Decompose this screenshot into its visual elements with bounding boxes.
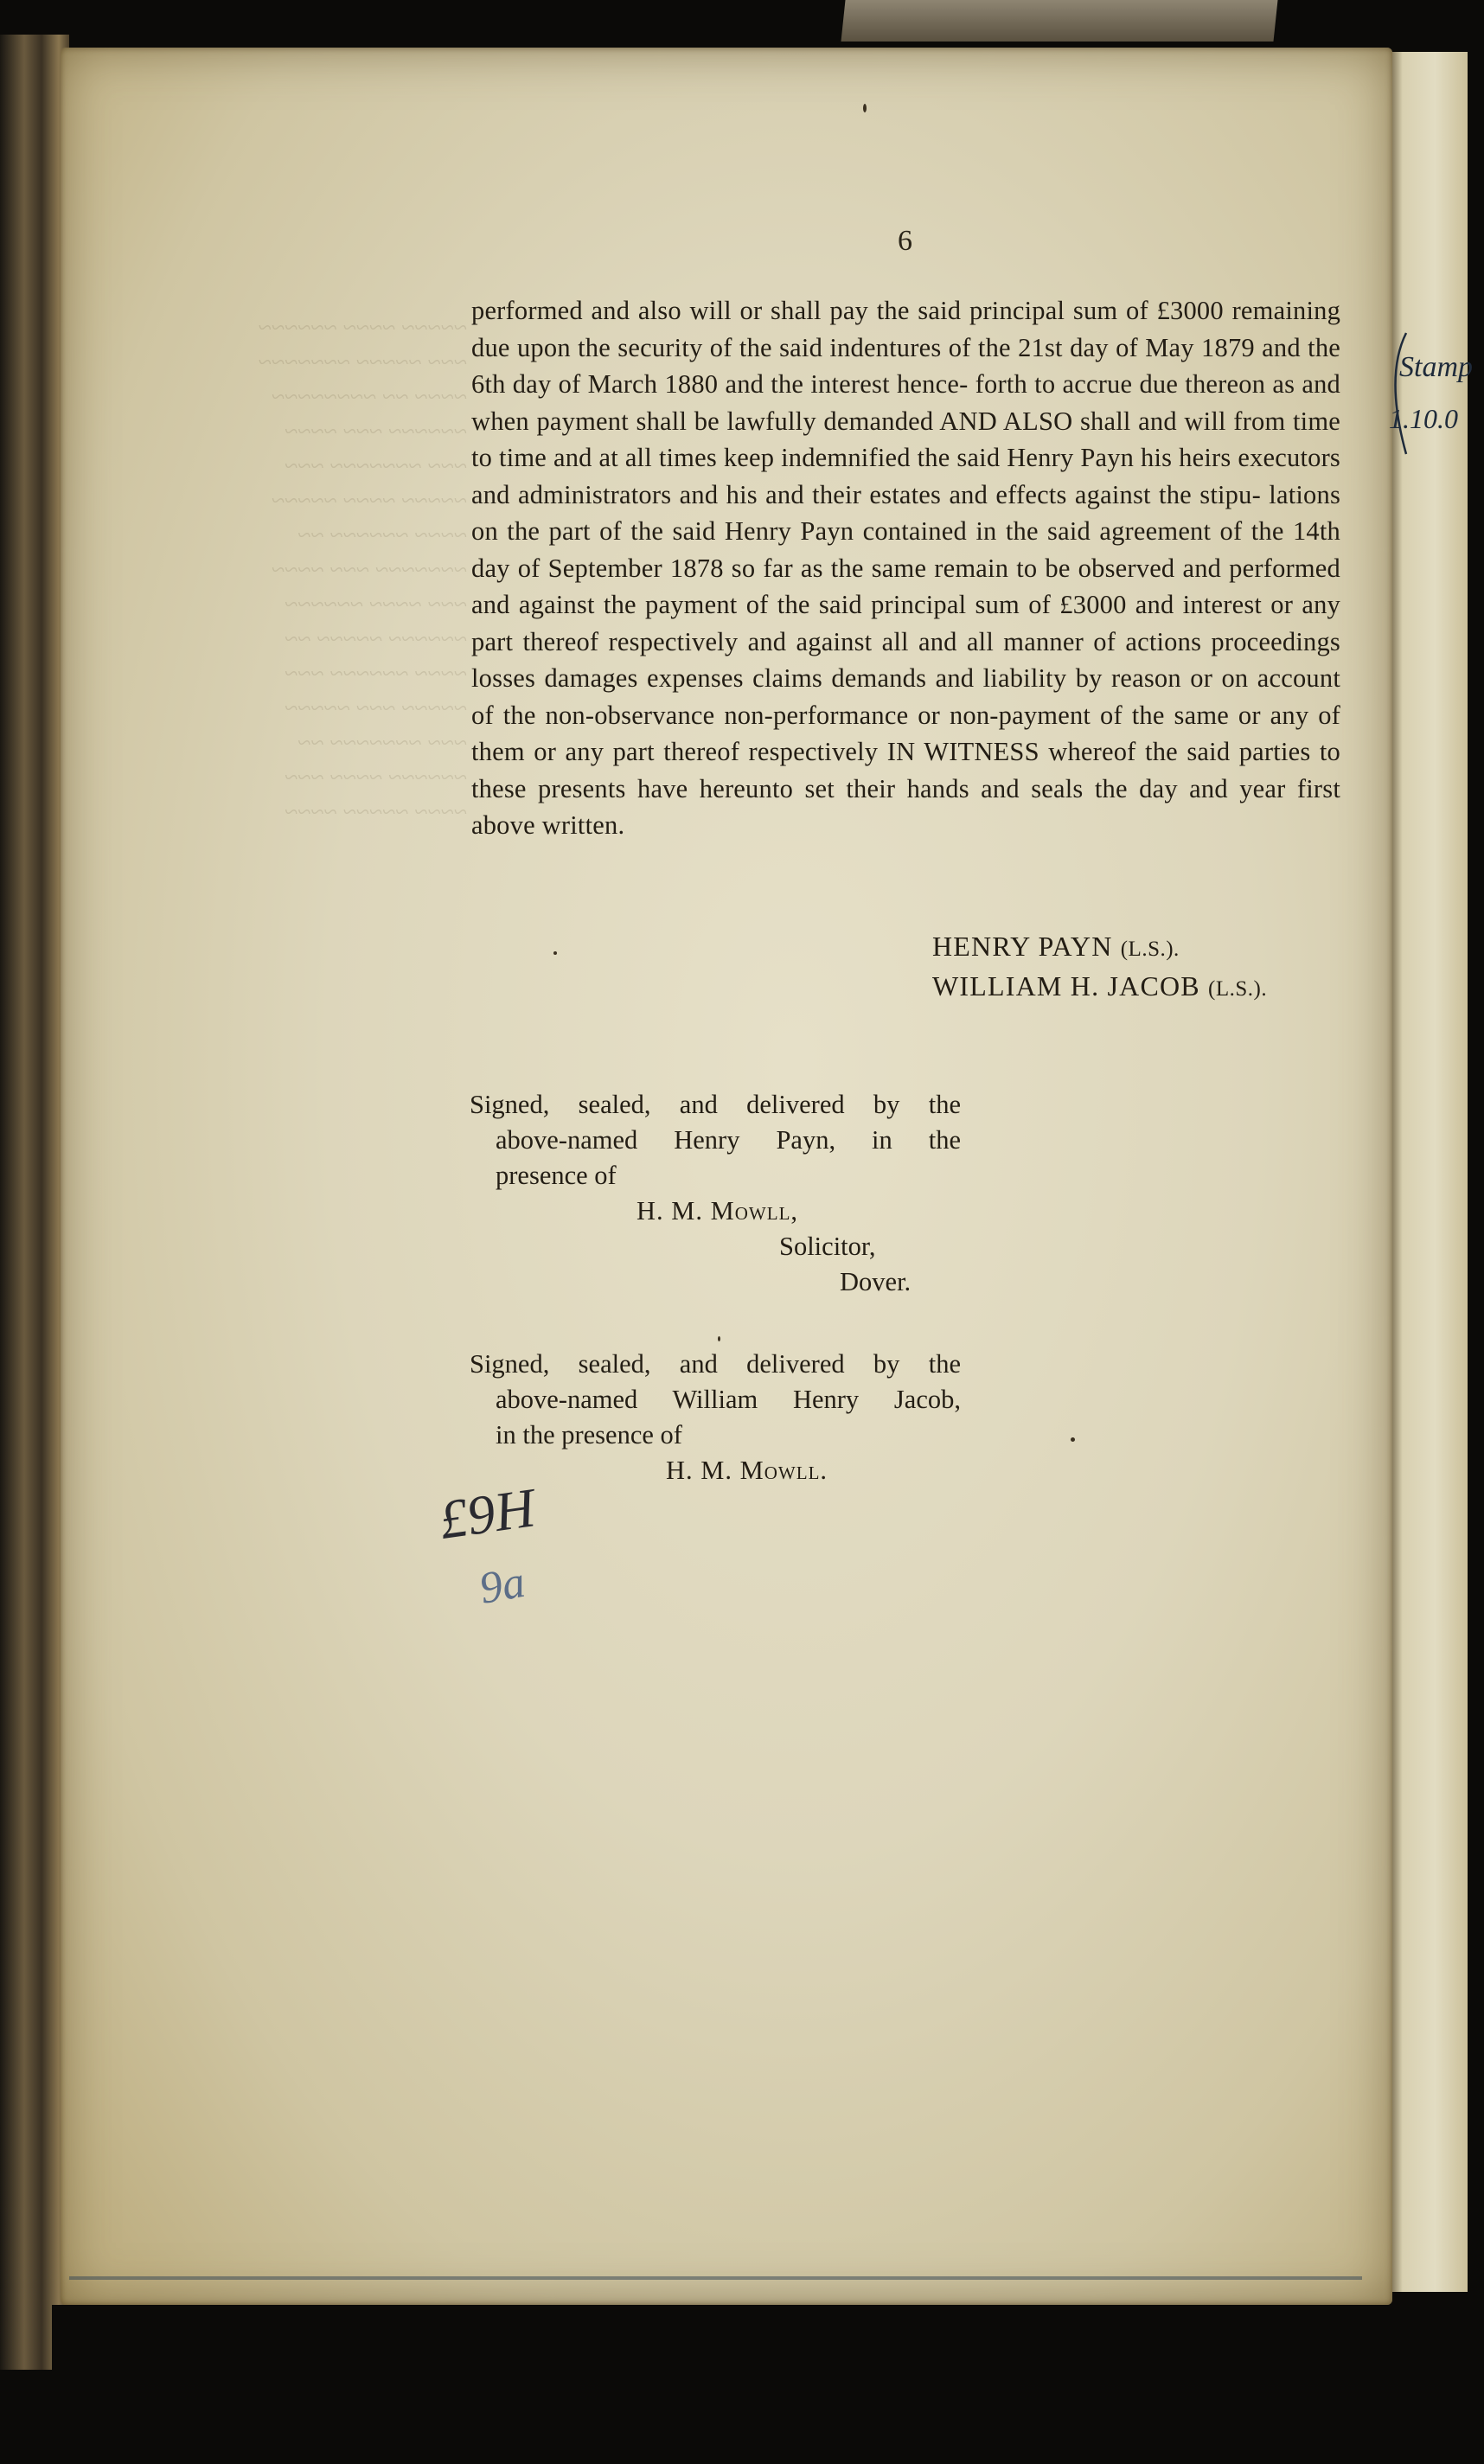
bottom-mark-line1: £9H — [435, 1476, 539, 1551]
body-line: expenses claims demands and liability by reason or on account of — [471, 663, 1341, 730]
attestation-clause-jacob — [470, 1347, 961, 1488]
signatory-name: WILLIAM H. JACOB — [932, 970, 1200, 1002]
page-number: 6 — [898, 225, 912, 257]
background-shadow — [52, 2305, 1401, 2464]
witness-place: Dover. — [840, 1267, 912, 1296]
bottom-mark-line2: 9a — [476, 1557, 529, 1614]
signature-block — [932, 928, 1267, 1008]
handwritten-stamp-note — [1380, 324, 1484, 463]
body-line: lations on the part of the said Henry Payn contained in the said — [471, 479, 1341, 546]
body-line: the non-observance non-performance or non-payment of the same or any — [502, 700, 1309, 730]
seal-mark: (L.S.). — [1208, 977, 1268, 1001]
margin-note-line1: Stamp — [1399, 351, 1473, 383]
signature-william-jacob — [932, 968, 1267, 1008]
body-line: agreement of the 14th day of September 1878 so far as the same — [471, 516, 1340, 583]
body-line: performed and also will or shall pay the said principal sum of £3000 — [471, 296, 1224, 325]
book-spine-edge — [0, 35, 69, 2370]
body-line: the said parties to these presents have hereunto set their hands and — [471, 737, 1341, 803]
body-line: remain to be observed and performed and against the payment of the — [471, 553, 1340, 619]
signatory-name: HENRY PAYN — [932, 931, 1113, 962]
attestation-clause-payn — [470, 1087, 961, 1300]
body-line: administrators and his and their estates and effects against the stipu- — [518, 479, 1261, 509]
paper-speck — [718, 1336, 720, 1341]
signature-henry-payn — [932, 928, 1267, 968]
seal-mark: (L.S.). — [1120, 938, 1180, 961]
body-line: said principal sum of £3000 and interest or any part thereof respectively — [471, 590, 1341, 656]
body-line: of May 1879 and the 6th day of March 1880 and the interest hence- — [471, 332, 1341, 399]
body-line: remaining due upon the security of the said indentures of the 21st day — [471, 296, 1341, 362]
witness-title: Solicitor, — [779, 1232, 876, 1261]
attestation-line: Signed, sealed, and delivered by the — [470, 1349, 961, 1379]
attestation-line: Signed, sealed, and delivered by the — [470, 1090, 961, 1119]
witness-name: H. M. Mowll. — [666, 1456, 828, 1485]
bleed-through-text: ~~~~~ ~~~~ ~~~~~~ ~~~ ~~~~~ ~~~~~~~ ~~~~ ~~ ~~~~~~~~ ~~~~~~ ~~~ ~~~~ ~~~ ~~~~~~~ ~~~ ~~~~~ ~~~~ ~~~~~ ~~~~ ~~~~~~ ~~ ~~~~~~~ ~~~ ~~~~ ~~~ ~~~~ ~~~~~~ ~~~~~~ ~~~~~ ~~ ~~~~ ~~~~~~ ~~~ ~~~~~ ~~~ ~~~~~ ~~~ ~~~~~~~ ~~ ~~~~~~ ~~~~ ~~~ ~~~~ ~~~~~ ~~~~ — [258, 315, 467, 826]
top-page-flap — [841, 0, 1277, 42]
body-line: demanded AND ALSO shall and will from time to time and at all — [471, 406, 1340, 472]
attestation-line: above-named Henry Payn, in the — [496, 1125, 961, 1155]
attestation-line: presence of — [496, 1161, 617, 1190]
body-line: forth to accrue due thereon as and when payment shall be lawfully — [471, 369, 1341, 436]
body-line: and against all and all manner of actions proceedings losses damages — [471, 626, 1340, 693]
body-line: of them or any part thereof respectively IN WITNESS whereof — [471, 700, 1340, 766]
paper-speck — [863, 104, 867, 112]
margin-note-line2: 1.10.0 — [1389, 403, 1458, 434]
paper-speck — [1071, 1437, 1075, 1442]
attestation-line: in the presence of — [496, 1420, 682, 1450]
body-line: seals the day and year first above written. — [471, 773, 1340, 840]
paper-speck — [553, 951, 557, 955]
body-paragraph — [471, 292, 1340, 844]
attestation-line: above-named William Henry Jacob, — [496, 1385, 961, 1414]
body-line: times keep indemnified the said Henry Payn his heirs executors and — [471, 443, 1340, 509]
handwritten-pencil-mark — [432, 1475, 571, 1648]
witness-name: H. M. Mowll, — [636, 1196, 799, 1226]
page-bottom-rule — [69, 2276, 1362, 2280]
